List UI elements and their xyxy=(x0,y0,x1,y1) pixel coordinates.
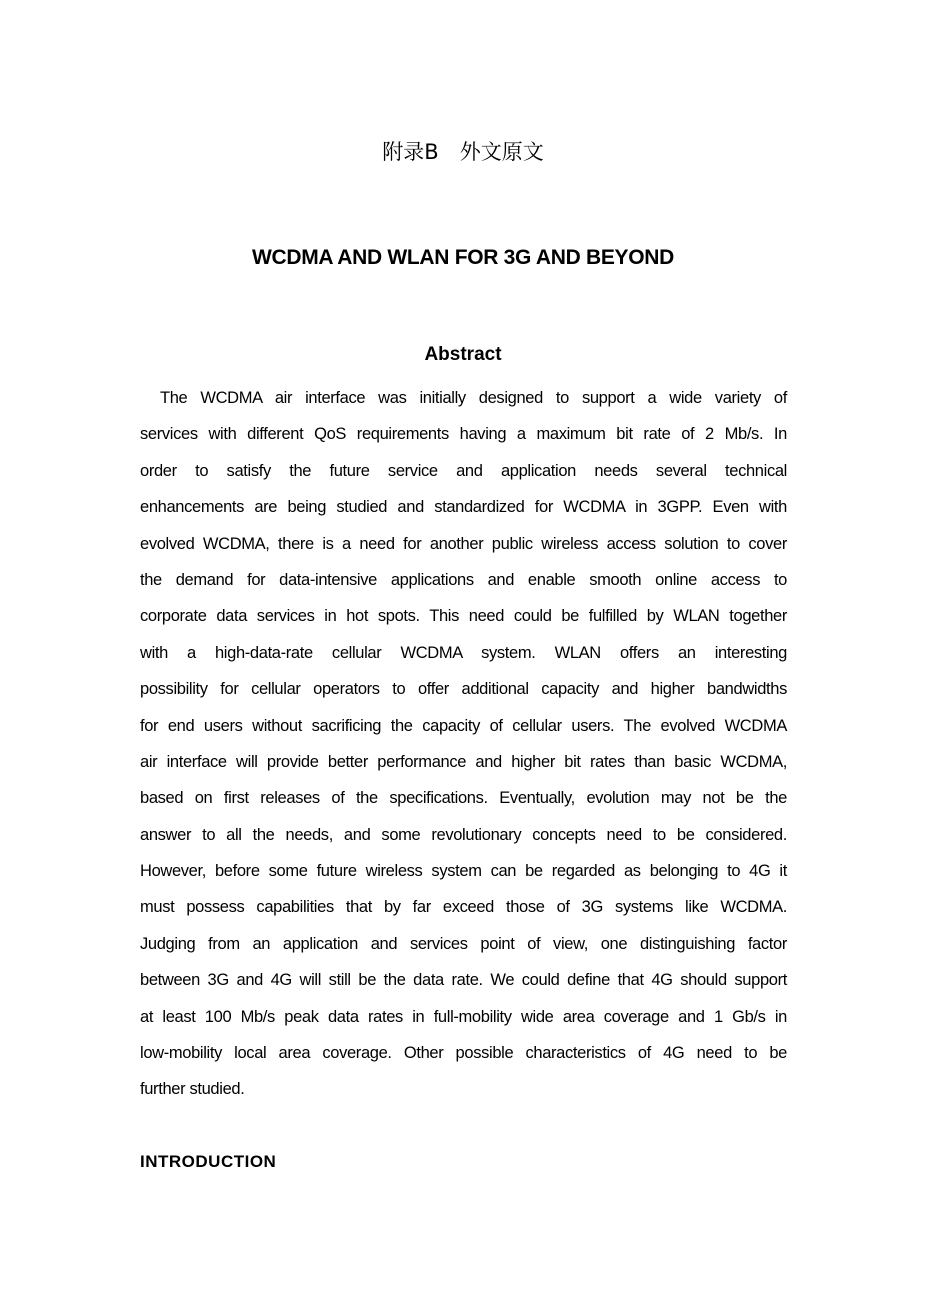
abstract-line: air interface will provide better performance and higher bit rates than basic WCDMA, xyxy=(140,752,787,771)
abstract-line: further studied. xyxy=(140,1080,245,1099)
abstract-line: Judging from an application and services point of view, one distinguishing factor xyxy=(140,934,787,953)
abstract-line: based on first releases of the specifications. Eventually, evolution may not be the xyxy=(140,789,787,808)
abstract-line: enhancements are being studied and standardized for WCDMA in 3GPP. Even with xyxy=(140,498,787,517)
abstract-line: corporate data services in hot spots. This need could be fulfilled by WLAN together xyxy=(140,607,787,626)
appendix-heading: 附录B 外文原文 xyxy=(382,140,544,164)
abstract-line: services with different QoS requirements having a maximum bit rate of 2 Mb/s. In xyxy=(140,425,787,444)
paper-title: WCDMA AND WLAN FOR 3G AND BEYOND xyxy=(251,246,675,269)
abstract-line: at least 100 Mb/s peak data rates in full-mobility wide area coverage and 1 Gb/s in xyxy=(140,1007,787,1026)
abstract-line: between 3G and 4G will still be the data rate. We could define that 4G should support xyxy=(140,971,787,990)
abstract-heading: Abstract xyxy=(424,344,502,365)
abstract-body xyxy=(140,386,787,1114)
abstract-line: the demand for data-intensive applications and enable smooth online access to xyxy=(140,570,787,589)
abstract-line: with a high-data-rate cellular WCDMA system. WLAN offers an interesting xyxy=(140,643,787,662)
abstract-line: possibility for cellular operators to offer additional capacity and higher bandwidths xyxy=(140,680,787,699)
abstract-line: The WCDMA air interface was initially designed to support a wide variety of xyxy=(160,389,787,407)
abstract-line: answer to all the needs, and some revolutionary concepts need to be considered. xyxy=(140,825,787,844)
abstract-line: for end users without sacrificing the capacity of cellular users. The evolved WCDMA xyxy=(140,716,787,735)
abstract-line: low-mobility local area coverage. Other possible characteristics of 4G need to be xyxy=(140,1044,787,1063)
abstract-line: evolved WCDMA, there is a need for another public wireless access solution to cover xyxy=(140,534,787,553)
abstract-line: However, before some future wireless system can be regarded as belonging to 4G it xyxy=(140,862,787,881)
abstract-line: must possess capabilities that by far exceed those of 3G systems like WCDMA. xyxy=(140,898,787,917)
introduction-heading: INTRODUCTION xyxy=(140,1152,277,1171)
abstract-line: order to satisfy the future service and application needs several technical xyxy=(140,461,787,480)
